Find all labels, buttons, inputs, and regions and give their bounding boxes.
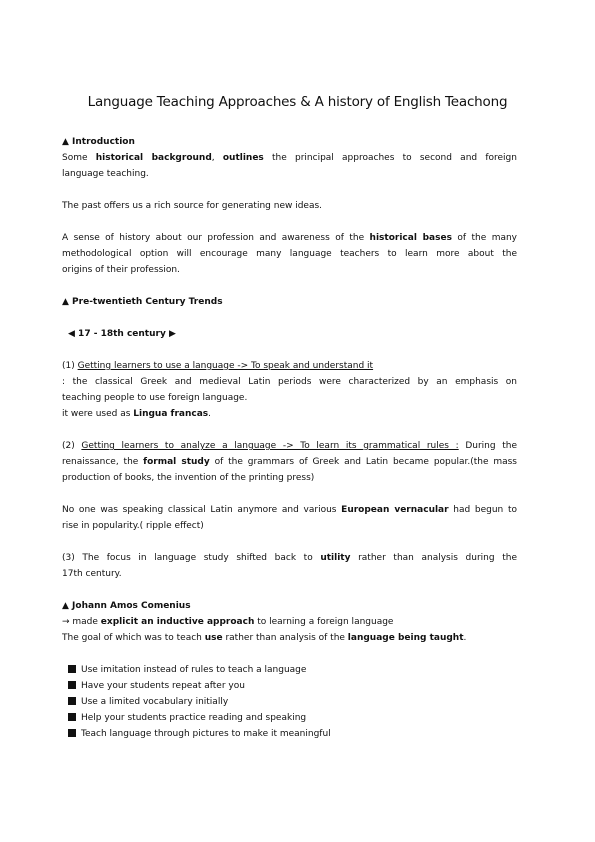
comenius-line-1: → made explicit an inductive approach to learning a foreign language: [62, 617, 394, 627]
item-2-paragraph-2-line-2: rise in popularity.( ripple effect): [62, 521, 204, 531]
item-2-line-3: production of books, the invention of the printing press): [62, 473, 315, 483]
list-item: Use a limited vocabulary initially: [68, 696, 523, 708]
square-bullet-icon: [68, 729, 76, 737]
comenius-heading: ▲ Johann Amos Comenius: [62, 601, 191, 611]
item-1-heading: (1) Getting learners to use a language -> To speak and understand it: [62, 361, 374, 371]
intro-paragraph-3-line-3: origins of their profession.: [62, 265, 180, 275]
intro-paragraph-1-line-2: language teaching.: [62, 169, 149, 179]
item-1-line-2: : the classical Greek and medieval Latin periods were characterized by an emphasis on: [62, 377, 517, 387]
square-bullet-icon: [68, 665, 76, 673]
item-3-line-1: (3) The focus in language study shifted back to utility rather than analysis during the: [62, 553, 517, 563]
square-bullet-icon: [68, 713, 76, 721]
intro-paragraph-2: The past offers us a rich source for generating new ideas.: [62, 201, 323, 211]
intro-paragraph-3: A sense of history about our profession and awareness of the historical bases of the many: [62, 233, 517, 243]
list-item: Teach language through pictures to make it meaningful: [68, 728, 523, 740]
pre-twentieth-heading: ▲ Pre-twentieth Century Trends: [62, 297, 223, 307]
item-2-line-2: renaissance, the formal study of the grammars of Greek and Latin became popular.(the mass: [62, 457, 517, 467]
square-bullet-icon: [68, 697, 76, 705]
item-1-line-4: it were used as Lingua francas.: [62, 409, 212, 419]
item-3-line-2: 17th century.: [62, 569, 122, 579]
document-title: Language Teaching Approaches & A history of English Teachong: [87, 94, 508, 110]
intro-paragraph-3-line-2: methodological option will encourage many language teachers to learn more about the: [62, 249, 517, 259]
square-bullet-icon: [68, 681, 76, 689]
comenius-line-2: The goal of which was to teach use rather than analysis of the language being taught.: [62, 633, 467, 643]
list-item: Help your students practice reading and speaking: [68, 712, 523, 724]
item-2-paragraph-2: No one was speaking classical Latin anymore and various European vernacular had begun to: [62, 505, 517, 515]
intro-heading: ▲ Introduction: [62, 137, 135, 147]
list-item: Have your students repeat after you: [68, 680, 523, 692]
item-1-line-3: teaching people to use foreign language.: [62, 393, 248, 403]
century-label: ◀ 17 - 18th century ▶: [68, 329, 176, 339]
intro-paragraph-1: Some historical background, outlines the principal approaches to second and foreign: [62, 153, 517, 163]
list-item: Use imitation instead of rules to teach a language: [68, 664, 523, 676]
item-2-heading: (2) Getting learners to analyze a language -> To learn its grammatical rules : During the: [62, 441, 517, 451]
